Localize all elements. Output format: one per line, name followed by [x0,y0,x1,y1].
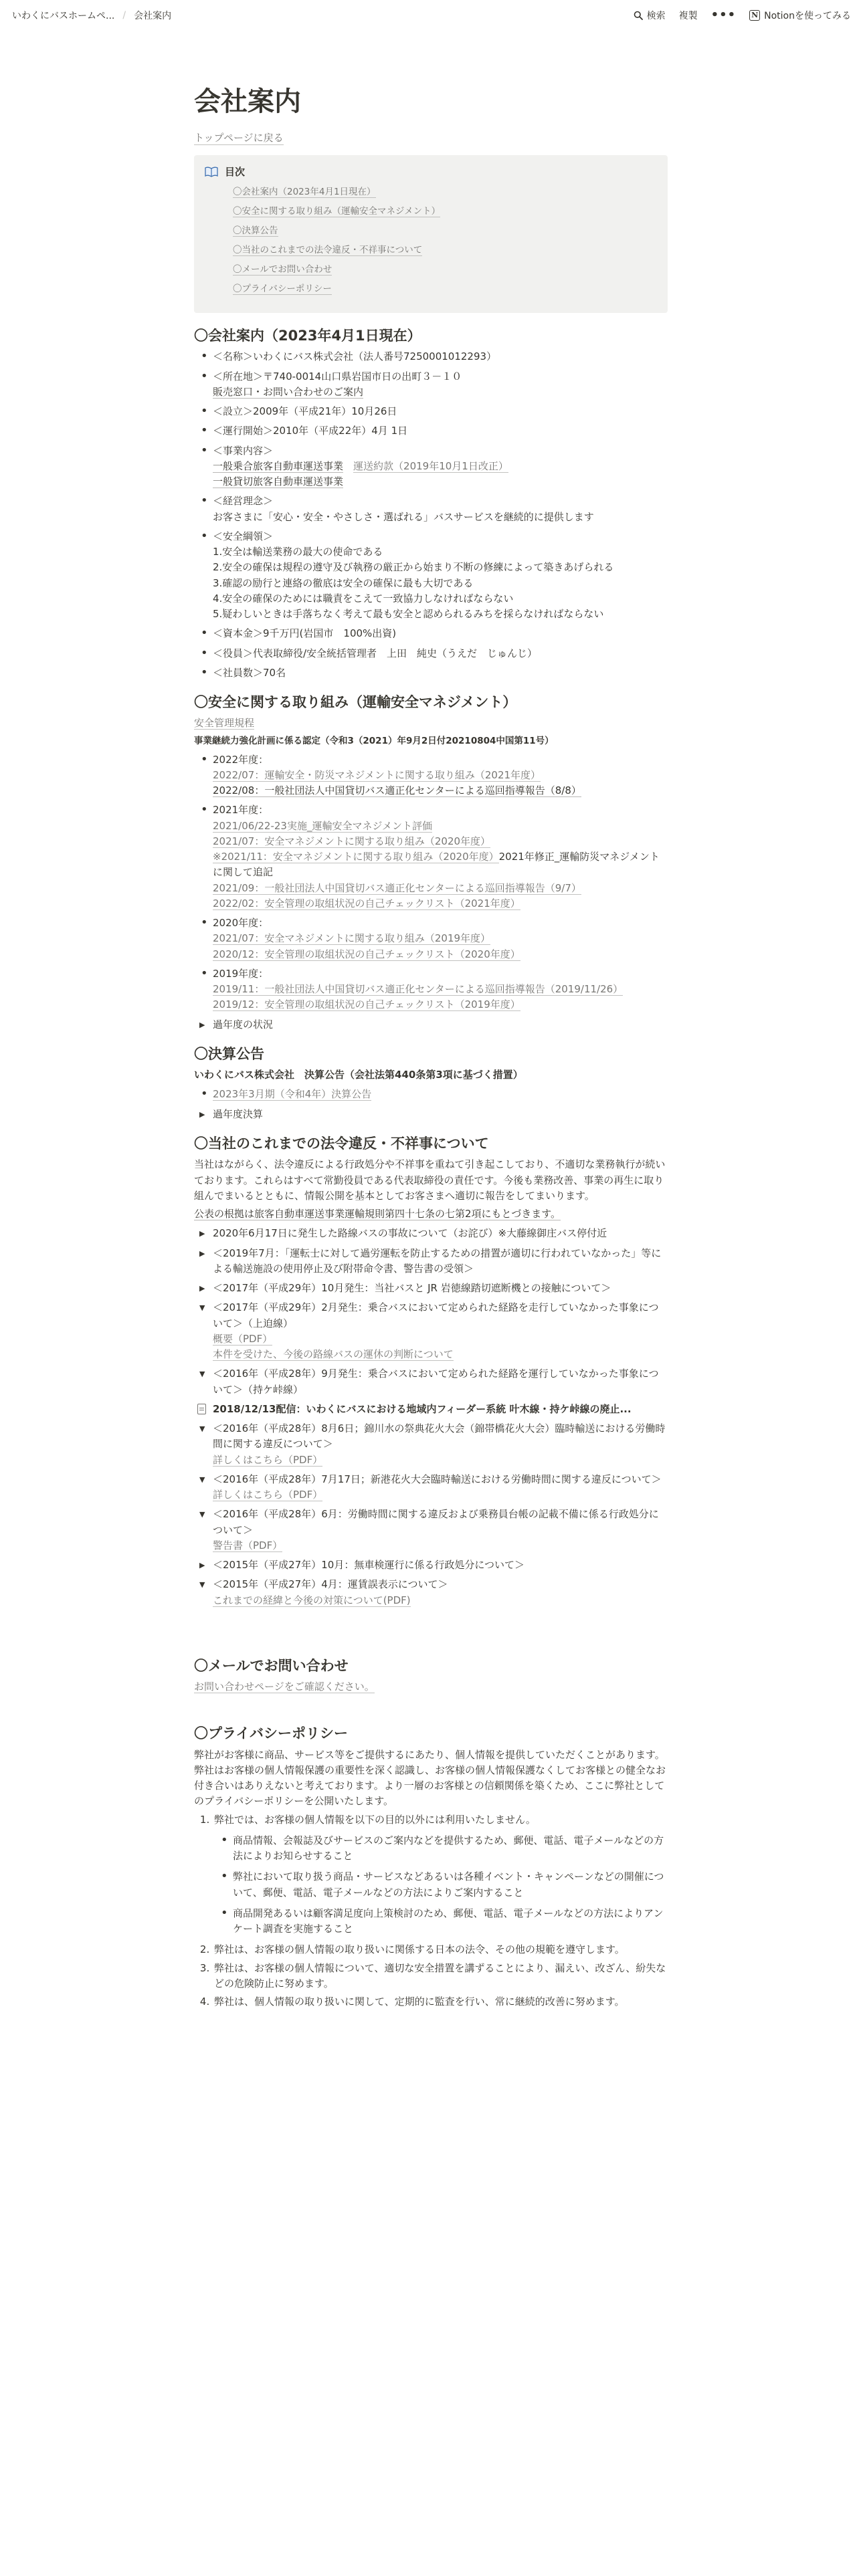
list-item: 4. 弊社は、個人情報の取り扱いに関して、定期的に監査を行い、常に継続的改善に努めます。 [213,1994,668,2010]
violation-toggle[interactable]: ▼ ＜2015年（平成27年）4月：運賃誤表示について＞ これまでの経緯と今後の対策について(PDF) [199,1578,448,1606]
toc-item[interactable]: 〇メールでお問い合わせ [233,264,332,275]
toc-item[interactable]: 〇当社のこれまでの法令違反・不祥事について [233,245,423,255]
toc-heading-text: 目次 [225,166,246,178]
document-link[interactable]: 本件を受けた、今後の路線バスの運休の判断について [213,1348,454,1361]
document-link[interactable]: 詳しくはこちら（PDF） [213,1489,323,1501]
violations-intro: 当社はながらく、法令違反による行政処分や不祥事を重ねて引き起こしており、不適切な業務執行が続いております。これらはすべて常勤役員である代表取締役の責任です。今後も業務改善、事業の再生に取り組んでまいるとともに、情報公開を基本としてお客さまへ適切に報告をしてまいります。 [194,1158,666,1202]
list-item: • ＜役員＞代表取締役/安全統括管理者 上田 純史（うえだ じゅんじ） [194,646,668,661]
list-item: • ＜設立＞2009年（平成21年）10月26日 [194,404,668,419]
back-to-top-link[interactable]: トップページに戻る [194,132,284,144]
list-item: 1. 弊社では、お客様の個人情報を以下の目的以外には利用いたしません。 • 商品情報、会報誌及びサービスのご案内などを提供するため、郵便、電話、電子メールなどの方法によりお知らせすること • 弊社において取り扱う商品・サービスなどあるいは各種イベント・キャンペーンなどの開催について、郵便、電話、電子メールなどの方法によりご案内すること • 商品開発あるいは顧客満足度向上策検討のため、郵便、電話、電子メールなどの方法によりアンケート調査を実施すること [213,1812,668,1937]
document-link[interactable]: 詳しくはこちら（PDF） [213,1453,323,1466]
try-notion-button[interactable] [749,9,851,22]
list-item: • ＜所在地＞〒740-0014山口県岩国市日の出町３－１０ 販売窓口・お問い合わせのご案内 [194,369,668,401]
toggle-triangle-icon: ▶ [199,1229,205,1239]
duplicate-label: 複製 [678,10,698,21]
search-button[interactable] [634,9,666,22]
violation-toggle[interactable]: ▶ ＜2017年（平成29年）10月発生：当社バスと JR 岩徳線踏切遮断機との接触について＞ [194,1281,668,1296]
section-heading-mail: 〇メールでお問い合わせ [194,1657,349,1674]
company-info-list [194,349,668,681]
toc-item[interactable]: 〇安全に関する取り組み（運輸安全マネジメント） [233,206,441,217]
section-heading-settlement: 〇決算公告 [194,1045,264,1062]
violation-toggle[interactable]: ▶ ＜2019年7月：「運転士に対して過労運転を防止するための措置が適切に行われていなかった」等による輸送施設の使用停止及び附帯命令書、警告書の受領＞ [199,1247,662,1275]
toggle-triangle-icon: ▼ [199,1580,205,1590]
list-item: • 2019年度： 2019/11：一般社団法人中国貸切バス適正化センターによる巡回指導報告（2019/11/26） 2019/12：安全管理の取組状況の自己チェックリスト（2019年度） [194,966,668,1013]
document-link[interactable]: 2022/02：安全管理の取組状況の自己チェックリスト（2021年度） [213,897,520,909]
document-link[interactable]: 2022/07：運輸安全・防災マネジメントに関する取り組み（2021年度） [213,768,541,781]
privacy-list [194,1812,668,2010]
section-heading-safety: 〇安全に関する取り組み（運輸安全マネジメント） [194,694,517,711]
safety-rules-link[interactable]: 安全管理規程 [194,717,255,730]
list-item: • ＜名称＞いわくにバス株式会社（法人番号7250001012293） [194,349,668,364]
toggle-triangle-icon: ▼ [199,1303,205,1313]
document-link[interactable]: 2019/11：一般社団法人中国貸切バス適正化センターによる巡回指導報告（2019/11/26） [213,983,624,996]
list-item: • ＜運行開始＞2010年（平成22年）4月 1日 [194,423,668,439]
page-reference[interactable]: 2018/12/13配信：いわくにバスにおける地域内フィーダー系統 叶木線・持ケ峠線の廃止... [194,1402,668,1417]
try-notion-label: Notionを使ってみる [764,10,851,21]
toggle-triangle-icon: ▶ [199,1284,205,1293]
transport-terms-link[interactable]: 運送約款（2019年10月1日改正） [353,459,508,472]
page-title: 会社案内 [194,86,301,117]
business-route-link[interactable]: 一般乗合旅客自動車運送事業 [213,459,344,472]
document-link[interactable]: 2019/12：安全管理の取組状況の自己チェックリスト（2019年度） [213,998,520,1011]
list-item: 3. 弊社は、お客様の個人情報について、適切な安全措置を講ずることにより、漏えい、改ざん、紛失などの危険防止に努めます。 [213,1961,668,1992]
breadcrumb-current[interactable]: 会社案内 [134,10,172,21]
toggle-triangle-icon: ▶ [199,1249,205,1258]
settlement-subheading: いわくにバス株式会社 決算公告（会社法第440条第3項に基づく措置） [194,1069,523,1081]
list-item: • ＜経営理念＞ お客さまに「安心・安全・やさしさ・選ばれる」バスサービスを継続的に提供します [194,494,668,525]
document-link[interactable]: 2020/12：安全管理の取組状況の自己チェックリスト（2020年度） [213,948,520,960]
table-of-contents [194,155,668,313]
list-item: • 弊社において取り扱う商品・サービスなどあるいは各種イベント・キャンペーンなどの開催について、郵便、電話、電子メールなどの方法によりご案内すること [214,1869,668,1901]
past-status-toggle[interactable]: ▶ 過年度の状況 [194,1017,668,1033]
toggle-triangle-icon: ▼ [199,1510,205,1519]
past-settlement-toggle[interactable]: ▶ 過年度決算 [194,1107,668,1122]
book-icon [205,167,218,177]
top-bar [0,0,859,30]
settlement-list [194,1087,668,1102]
list-item: • ＜事業内容＞ 一般乗合旅客自動車運送事業 運送約款（2019年10月1日改正） 一般貸切旅客自動車運送事業 [194,443,668,490]
violation-toggle[interactable]: ▼ ＜2016年（平成28年）9月発生：乗合バスにおいて定められた経路を運行していなかった事象について＞（持ケ峠線） [199,1368,659,1396]
certification-text: 事業継続力強化計画に係る認定（令和3（2021）年9月2日付20210804中国第11号） [194,735,554,746]
list-item: • ＜安全綱領＞ 1.安全は輸送業務の最大の使命である 2.安全の確保は規程の遵守及び執務の厳正から始まり不断の修練によって築きあげられる 3.確認の励行と連絡の徹底は安全の確保に最も大切である 4.安全の確保のためには職責をこえて一致協力しなければならない 5.疑わしいときは手落ちなく考えて最も安全と認められるみちを採らなければならない [194,529,668,623]
business-charter-link[interactable]: 一般貸切旅客自動車運送事業 [213,475,344,488]
breadcrumb-separator: / [122,9,126,21]
toggle-triangle-icon: ▼ [199,1424,205,1434]
document-link[interactable]: 2021/07：安全マネジメントに関する取り組み（2019年度） [213,932,491,945]
sales-window-link[interactable]: 販売窓口・お問い合わせのご案内 [213,385,364,398]
toggle-triangle-icon: ▶ [199,1020,205,1029]
settlement-link[interactable]: 2023年3月期（令和4年）決算公告 [213,1088,372,1101]
violation-toggle[interactable]: ▶ ＜2015年（平成27年）10月：無車検運行に係る行政処分について＞ [194,1558,668,1573]
search-label: 検索 [646,10,666,21]
violation-toggle[interactable]: ▶ 2020年6月17日に発生した路線バスの事故について（お詫び）※大藤線御庄バス停付近 [194,1226,668,1241]
list-item: • 商品開発あるいは顧客満足度向上策検討のため、郵便、電話、電子メールなどの方法によりアンケート調査を実施すること [214,1906,668,1937]
page-content [194,326,668,2012]
privacy-intro: 弊社がお客様に商品、サービス等をご提供するにあたり、個人情報を提供していただくことがあります。弊社はお客様の個人情報保護の重要性を深く認識し、お客様の個人情報保護なくしてお客様との健全なお付き合いはありえないと考えております。より一層のお客様との信頼関係を築くため、ここに弊社としてのプライバシーポリシーを公開いたします。 [194,1748,666,1808]
notion-logo-icon: N [749,10,760,21]
section-heading-violations: 〇当社のこれまでの法令違反・不祥事について [194,1135,489,1152]
search-icon [634,11,643,20]
list-item: • ＜社員数＞70名 [194,665,668,681]
violation-toggle[interactable]: ▼ ＜2017年（平成29年）2月発生：乗合バスにおいて定められた経路を走行していなかった事象について＞（上迫線） 概要（PDF） 本件を受けた、今後の路線バスの運休の判断について [199,1301,659,1361]
toc-item[interactable]: 〇会社案内（2023年4月1日現在） [233,187,376,197]
document-link[interactable]: 2021/07：安全マネジメントに関する取り組み（2020年度） [213,835,491,847]
section-heading-privacy: 〇プライバシーポリシー [194,1725,348,1742]
topbar-actions [634,8,851,22]
toggle-triangle-icon: ▶ [199,1109,205,1119]
toggle-triangle-icon: ▼ [199,1370,205,1379]
more-options-button[interactable]: ••• [710,8,737,22]
page-icon [197,1404,206,1414]
rules-basis-text[interactable]: 公表の根拠は旅客自動車運送事業運輸規則第四十七条の七第2項にもとづきます。 [194,1208,561,1220]
violation-toggle[interactable]: ▼ ＜2016年（平成28年）6月：労働時間に関する違反および乗務員台帳の記載不備に係る行政処分について＞ 警告書（PDF） [199,1508,659,1551]
toggle-triangle-icon: ▼ [199,1475,205,1484]
violation-toggle[interactable]: ▼ ＜2016年（平成28年）8月6日；錦川水の祭典花火大会（錦帯橋花火大会）臨時輸送における労働時間に関する違反について＞ 詳しくはこちら（PDF） [199,1422,666,1466]
breadcrumb-root[interactable]: いわくにバスホームペ... [12,10,115,21]
list-item: • 2022年度： 2022/07：運輸安全・防災マネジメントに関する取り組み（2021年度） 2022/08：一般社団法人中国貸切バス適正化センターによる巡回指導報告（8/8） [194,752,668,799]
list-item [194,1087,668,1102]
violation-toggle[interactable]: ▼ ＜2016年（平成28年）7月17日；新港花火大会臨時輸送における労働時間に関する違反について＞ 詳しくはこちら（PDF） [199,1473,662,1501]
document-link[interactable]: 2021/09：一般社団法人中国貸切バス適正化センターによる巡回指導報告（9/7） [213,881,581,894]
document-link[interactable]: 2022/08：一般社団法人中国貸切バス適正化センターによる巡回指導報告（8/8） [213,784,581,797]
duplicate-button[interactable] [679,9,698,22]
list-item: 2. 弊社は、お客様の個人情報の取り扱いに関係する日本の法令、その他の規範を遵守します。 [213,1942,668,1957]
document-link[interactable]: 概要（PDF） [213,1332,273,1345]
document-link[interactable]: これまでの経緯と今後の対策について(PDF) [213,1594,411,1606]
list-item: • 2021年度： 2021/06/22-23実施_運輸安全マネジメント評価 2021/07：安全マネジメントに関する取り組み（2020年度） ※2021/11：安全マネジメントに関する取り組み（2020年度）2021年修正_運輸防災マネジメントに関して追記 2021/09：一般社団法人中国貸切バス適正化センターによる巡回指導報告（9/7） 2022/02：安全管理の取組状況の自己チェックリスト（2021年度） [194,802,668,911]
document-link[interactable]: 警告書（PDF） [213,1539,283,1551]
section-heading-company: 〇会社案内（2023年4月1日現在） [194,328,421,344]
document-link[interactable]: ※2021/11：安全マネジメントに関する取り組み（2020年度） [213,851,499,863]
list-item: • ＜資本金＞9千万円(岩国市 100%出資) [194,626,668,641]
toggle-triangle-icon: ▶ [199,1561,205,1570]
list-item: • 2020年度： 2021/07：安全マネジメントに関する取り組み（2019年度） 2020/12：安全管理の取組状況の自己チェックリスト（2020年度） [194,916,668,962]
list-item: • 商品情報、会報誌及びサービスのご案内などを提供するため、郵便、電話、電子メールなどの方法によりお知らせすること [214,1833,668,1864]
contact-page-link[interactable]: お問い合わせページをご確認ください。 [194,1681,375,1693]
toc-item[interactable]: 〇決算公告 [233,225,278,236]
document-link[interactable]: 2021/06/22-23実施_運輸安全マネジメント評価 [213,819,433,832]
toc-heading [205,165,657,179]
safety-year-list [194,752,668,1013]
toc-item[interactable]: 〇プライバシーポリシー [233,284,332,294]
